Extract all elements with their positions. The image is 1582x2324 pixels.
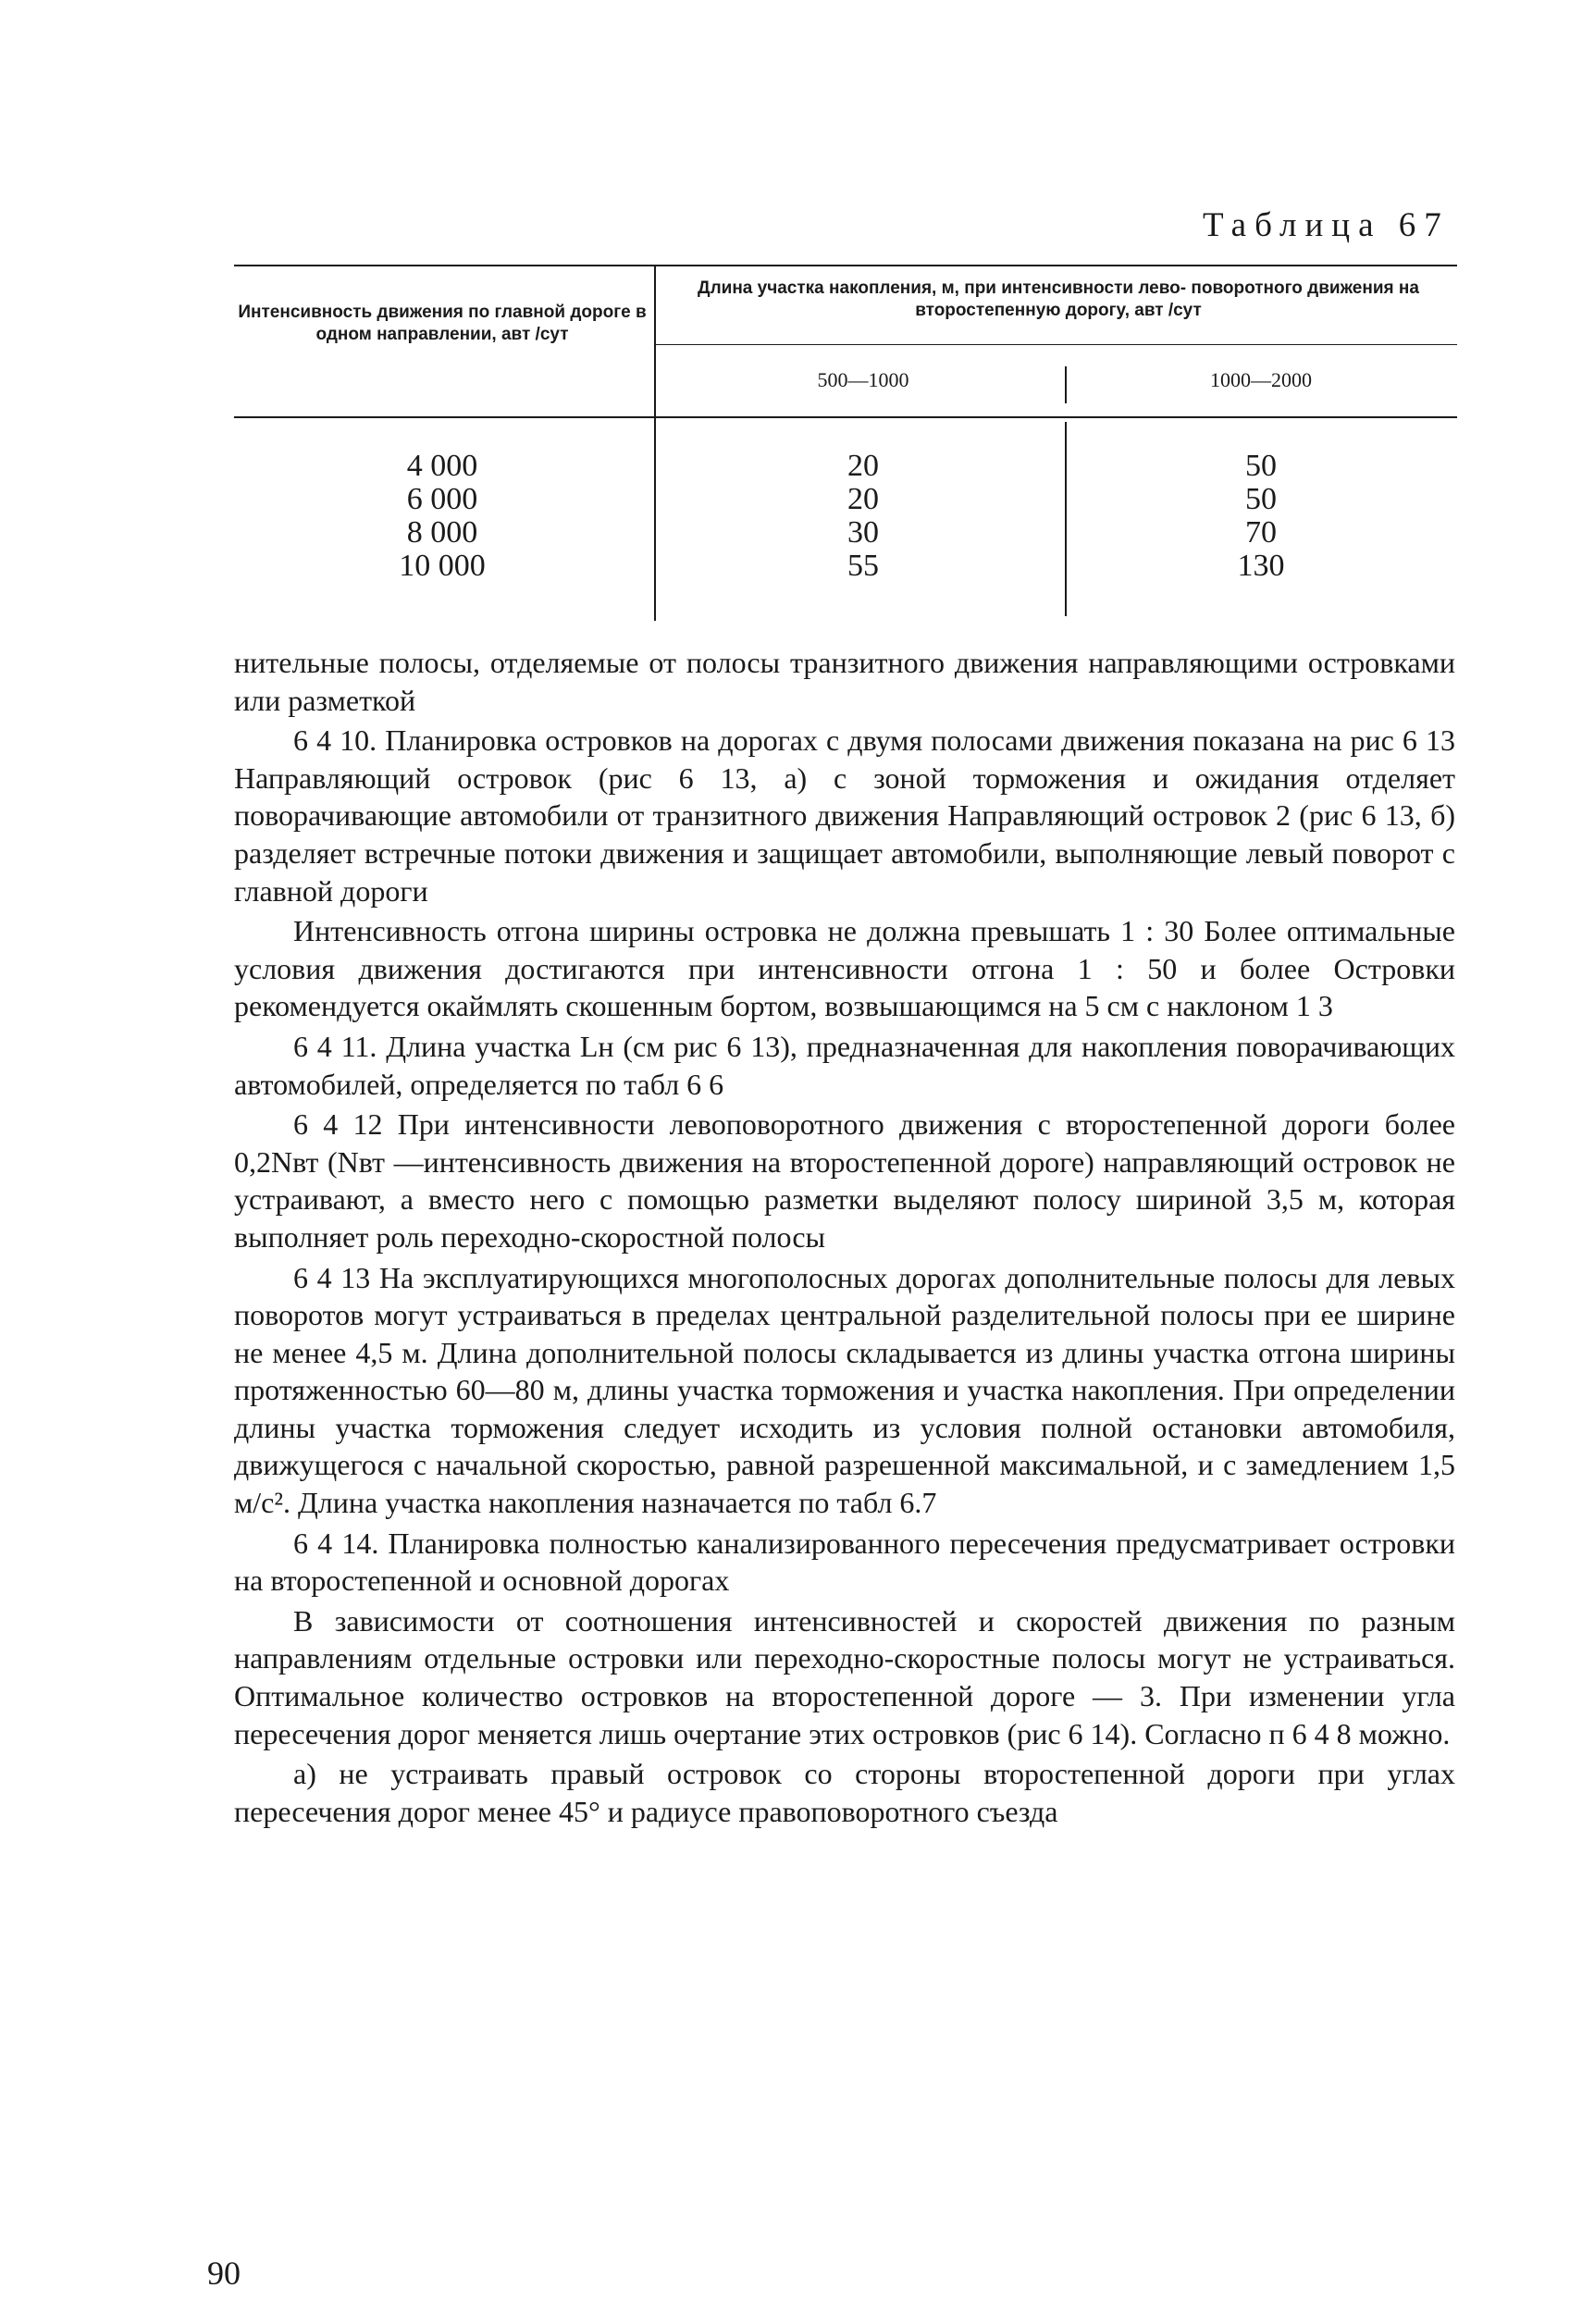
column-500-1000	[661, 450, 1065, 583]
table-cell: 4 000	[406, 449, 478, 483]
subheader-1000-2000: 1000—2000	[1210, 368, 1312, 391]
paragraph: 6 4 14. Планировка полностью канализированного пересечения предусматривает островки на второстепенной и основной дорогах	[234, 1526, 1455, 1598]
header-main-road-intensity: Интенсивность движения по главной дороге в одном направлении, авт /сут	[238, 303, 647, 344]
table-subheader-rule	[656, 344, 1457, 345]
paragraph: 6 4 11. Длина участка Lн (см рис 6 13), предназначенная для накопления поворачивающих автомобилей, определяется по табл 6 6	[234, 1029, 1455, 1101]
paragraph: Интенсивность отгона ширины островка не должна превышать 1 : 30 Более оптимальные условия движения достигаются при интенсивности отгона 1 : 50 и более Островки рекомендуется окаймлять скошенным бортом, возвышающимся на 5 см с наклоном 1 3	[234, 914, 1455, 1023]
column-intensity	[234, 450, 650, 583]
table-top-rule	[234, 265, 1457, 266]
subheader-500-1000: 500—1000	[817, 368, 909, 391]
header-accumulation-length: Длина участка накопления, м, при интенсивности лево- поворотного движения на второстепенную дорогу, авт /сут	[698, 278, 1419, 320]
column-1000-2000	[1067, 450, 1455, 583]
table-cell: 70	[1245, 515, 1277, 550]
table-caption: Таблица 67	[1203, 206, 1450, 244]
table-cell: 50	[1245, 449, 1277, 483]
paragraph: а) не устраивать правый островок со стороны второстепенной дороги при углах пересечения дорог менее 45° и радиусе правоповоротного съезда	[234, 1757, 1455, 1828]
table-cell: 30	[847, 515, 879, 550]
table-cell: 6 000	[406, 482, 478, 516]
table-cell: 20	[847, 482, 879, 516]
paragraph: 6 4 13 На эксплуатирующихся многополосных дорогах дополнительные полосы для левых поворотов могут устраиваться в пределах центральной разделительной полосы при ее ширине не менее 4,5 м. Длина дополнительной полосы складывается из длины участка отгона ширины протяженностью 60—80 м, длины участка торможения и участка накопления. При определении длины участка торможения следует исходить из условия полной остановки автомобиля, движущегося с начальной скоростью, равной разрешенной максимальной, и с замедлением 1,5 м/с². Длина участка накопления назначается по табл 6.7	[234, 1260, 1455, 1520]
paragraph: В зависимости от соотношения интенсивностей и скоростей движения по разным направлениям отдельные островки или переходно-скоростные полосы могут не устраиваться. Оптимальное количество островков на второстепенной дороге — 3. При изменении угла пересечения дорог меняется лишь очертание этих островков (рис 6 14). Согласно п 6 4 8 можно.	[234, 1603, 1455, 1750]
table-cell: 8 000	[406, 515, 478, 550]
paragraph: 6 4 12 При интенсивности левоповоротного движения с второстепенной дороги более 0,2Nвт (Nвт —интенсивность движения на второстепенной дороге) направляющий островок не устраивают, а вместо него с помощью разметки выделяют полосу шириной 3,5 м, которая выполняет роль переходно-скоростной полосы	[234, 1107, 1455, 1254]
table-header-rule	[234, 416, 1457, 418]
table-cell: 55	[847, 549, 879, 583]
table-cell: 10 000	[399, 549, 486, 583]
paragraph: 6 4 10. Планировка островков на дорогах с двумя полосами движения показана на рис 6 13 Направляющий островок (рис 6 13, а) с зоной торможения и ожидания отделяет поворачивающие автомобили от транзитного движения Направляющий островок 2 (рис 6 13, б) разделяет встречные потоки движения и защищает автомобили, выполняющие левый поворот с главной дороги	[234, 723, 1455, 908]
table-cell: 20	[847, 449, 879, 483]
table-cell: 130	[1237, 549, 1285, 583]
data-table	[234, 265, 1457, 621]
page-number: 90	[207, 2255, 241, 2292]
paragraph: нительные полосы, отделяемые от полосы транзитного движения направляющими островками или разметкой	[234, 646, 1455, 717]
body-text	[234, 644, 1455, 1833]
table-column-divider-1	[654, 265, 656, 621]
table-cell: 50	[1245, 482, 1277, 516]
